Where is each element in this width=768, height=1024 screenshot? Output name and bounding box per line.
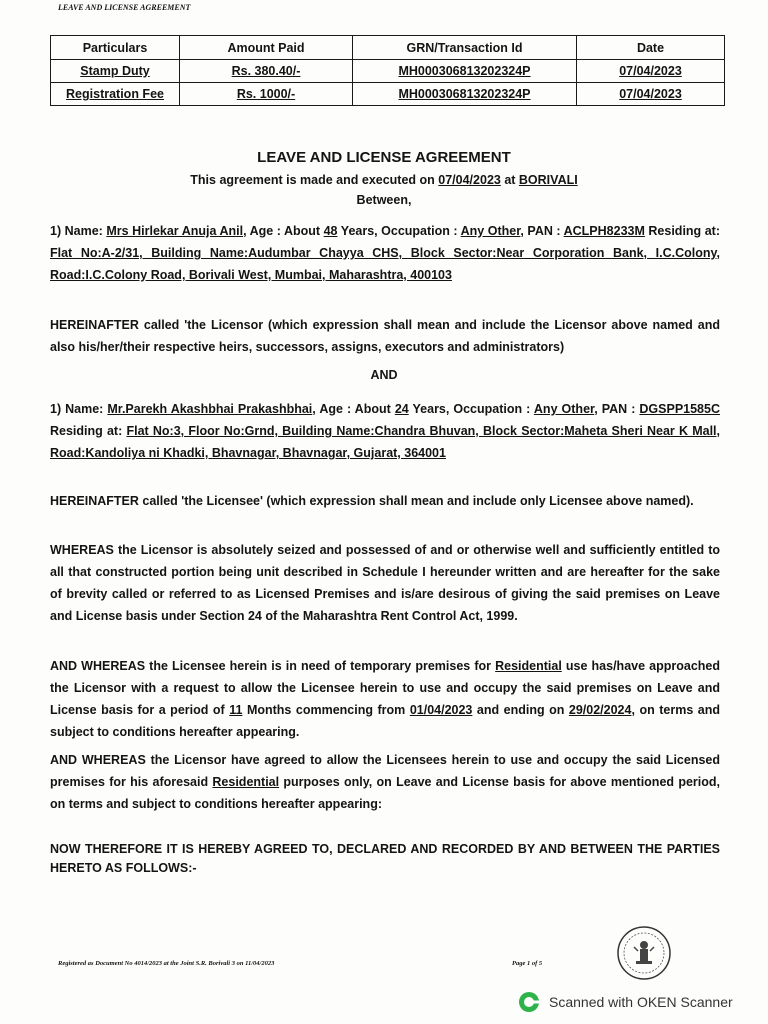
scanner-text: Scanned with OKEN Scanner bbox=[549, 994, 733, 1010]
text-fragment: AND WHEREAS the Licensor have agreed to allow the Licensees herein to use and occupy the said Licensed premises for his aforesaid bbox=[50, 753, 720, 789]
column-header: Date bbox=[577, 36, 725, 60]
license-start-date: 01/04/2023 bbox=[409, 703, 473, 717]
text-fragment: Years, Occupation : bbox=[408, 402, 534, 416]
column-header: Particulars bbox=[51, 36, 180, 60]
whereas-clause-3 bbox=[50, 749, 720, 815]
table-row bbox=[51, 60, 725, 83]
licensor-age: 48 bbox=[323, 224, 338, 238]
premises-use: Residential bbox=[495, 659, 562, 673]
cell-text: 07/04/2023 bbox=[619, 64, 682, 78]
licensee-name: Mr.Parekh Akashbhai Prakashbhai bbox=[107, 402, 313, 416]
table-cell bbox=[577, 60, 725, 83]
cell-text: MH000306813202324P bbox=[398, 87, 531, 101]
licensee-address: Flat No:3, Floor No:Grnd, Building Name:Chandra Bhuvan, Block Sector:Maheta Sheri Near K Mall, Road:Kandoliya ni Khadki, Bhavnagar, Bhavnagar, Gujarat, 364001 bbox=[50, 424, 720, 460]
cell-text: Rs. 380.40/- bbox=[231, 64, 301, 78]
licensor-details bbox=[50, 220, 720, 286]
registration-note: Registered as Document No 4014/2023 at the Joint S.R. Borivali 3 on 11/04/2023 bbox=[58, 960, 275, 967]
cell-text: Stamp Duty bbox=[80, 64, 150, 78]
table-cell bbox=[577, 83, 725, 106]
cell-text: 07/04/2023 bbox=[619, 87, 682, 101]
made-at: at bbox=[500, 173, 519, 187]
text-fragment: , Age : About bbox=[312, 402, 395, 416]
text-fragment: Months commencing from bbox=[242, 703, 410, 717]
text-fragment: use has/have approached the Licensor with a request to allow the Licensee herein to use and occupy the said premises on Leave and License basis for a period of bbox=[50, 659, 720, 717]
made-prefix: This agreement is made and executed on bbox=[190, 173, 439, 187]
text-fragment: , PAN : bbox=[520, 224, 564, 238]
licensor-address: Flat No:A-2/31, Building Name:Audumbar Chayya CHS, Block Sector:Near Corporation Bank, I.C.Colony, Road:I.C.Colony Road, Borivali West, Mumbai, Maharashtra, 400103 bbox=[50, 246, 720, 282]
text-fragment: 1) Name: bbox=[50, 224, 107, 238]
cell-text: Registration Fee bbox=[66, 87, 164, 101]
column-header: Amount Paid bbox=[180, 36, 353, 60]
table-cell bbox=[180, 83, 353, 106]
whereas-clause-1: WHEREAS the Licensor is absolutely seized and possessed of and or otherwise well and sufficiently entitled to all that constructed portion being unit described in Schedule I hereunder written and are hereafter for the sake of brevity called or referred to as Licensed Premises and is/are desirous of giving the said premises on Leave and License basis under Section 24 of the Maharashtra Rent Control Act, 1999. bbox=[50, 543, 720, 623]
licensee-details bbox=[50, 398, 720, 464]
licensee-pan: DGSPP1585C bbox=[639, 402, 720, 416]
text-fragment: 1) Name: bbox=[50, 402, 108, 416]
oken-scanner-logo-icon bbox=[517, 990, 541, 1014]
and-separator: AND bbox=[370, 368, 398, 382]
licensee-hereinafter: HEREINAFTER called 'the Licensee' (which expression shall mean and include only Licensee above named). bbox=[50, 494, 694, 508]
fee-table bbox=[50, 35, 725, 106]
whereas-clause-2 bbox=[50, 655, 720, 743]
licensee-age: 24 bbox=[394, 402, 409, 416]
government-seal-icon bbox=[616, 925, 672, 981]
text-fragment: , PAN : bbox=[594, 402, 640, 416]
text-fragment: AND WHEREAS the Licensee herein is in need of temporary premises for bbox=[50, 659, 496, 673]
text-fragment: purposes only, on Leave and License basis for above mentioned period, on terms and subject to conditions hereafter appearing: bbox=[50, 775, 721, 811]
text-fragment: Years, Occupation : bbox=[337, 224, 461, 238]
agreement-place: BORIVALI bbox=[518, 173, 578, 187]
licensor-pan: ACLPH8233M bbox=[563, 224, 645, 238]
licensor-hereinafter: HEREINAFTER called 'the Licensor (which expression shall mean and include the Licensor above named and also his/her/their respective heirs, successors, assigns, executors and administrators) bbox=[50, 318, 720, 354]
text-fragment: and ending on bbox=[472, 703, 569, 717]
licensee-occupation: Any Other bbox=[533, 402, 595, 416]
document-header: LEAVE AND LICENSE AGREEMENT bbox=[58, 3, 191, 12]
table-cell bbox=[51, 83, 180, 106]
license-end-date: 29/02/2024 bbox=[568, 703, 632, 717]
premises-use: Residential bbox=[212, 775, 280, 789]
license-months: 11 bbox=[229, 703, 243, 717]
table-cell bbox=[353, 83, 577, 106]
scanner-watermark bbox=[517, 990, 733, 1014]
table-cell bbox=[180, 60, 353, 83]
text-fragment: Residing at: bbox=[644, 224, 720, 238]
now-therefore-clause: NOW THEREFORE IT IS HEREBY AGREED TO, DECLARED AND RECORDED BY AND BETWEEN THE PARTIES HERETO AS FOLLOWS:- bbox=[50, 842, 720, 875]
text-fragment: Residing at: bbox=[50, 424, 127, 438]
text-fragment: , Age : About bbox=[243, 224, 324, 238]
table-row bbox=[51, 83, 725, 106]
text-fragment: , on terms and subject to conditions hereafter appearing. bbox=[50, 703, 721, 739]
cell-text: Rs. 1000/- bbox=[236, 87, 296, 101]
page-label: Page 1 of 5 bbox=[512, 960, 543, 967]
agreement-title: LEAVE AND LICENSE AGREEMENT bbox=[257, 149, 511, 166]
licensor-occupation: Any Other bbox=[460, 224, 521, 238]
table-cell bbox=[51, 60, 180, 83]
table-header-row bbox=[51, 36, 725, 60]
between-label: Between, bbox=[356, 193, 412, 207]
column-header: GRN/Transaction Id bbox=[353, 36, 577, 60]
agreement-date: 07/04/2023 bbox=[438, 173, 501, 187]
table-cell bbox=[353, 60, 577, 83]
agreement-made-line bbox=[0, 173, 768, 187]
licensor-name: Mrs Hirlekar Anuja Anil bbox=[106, 224, 244, 238]
cell-text: MH000306813202324P bbox=[398, 64, 531, 78]
